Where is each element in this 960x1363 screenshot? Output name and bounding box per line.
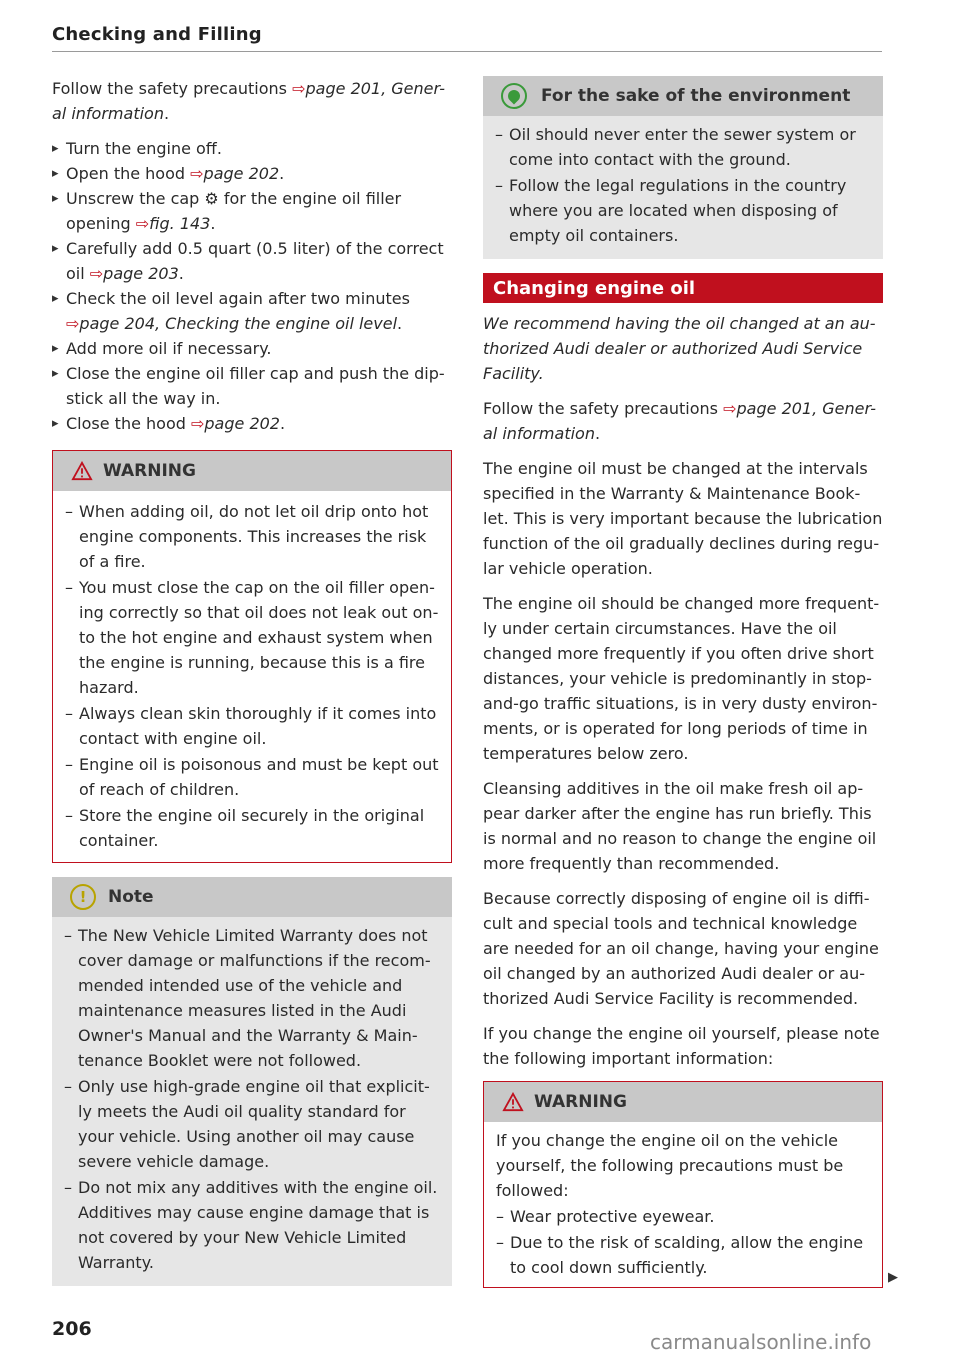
- body-paragraph: If you change the engine oil yourself, please note the following important information:: [483, 1024, 880, 1068]
- warning-item: – Store the engine oil securely in the original container.: [53, 803, 441, 853]
- step-item: ▸ Carefully add 0.5 quart (0.5 liter) of the correct oil ⇨page 203.: [52, 236, 452, 286]
- warning-item: – Due to the risk of scalding, allow the engine to cool down sufficiently.: [484, 1230, 872, 1280]
- cross-ref-link[interactable]: page 201, Gener- al information: [52, 79, 445, 123]
- environment-body: [483, 116, 883, 259]
- section-intro: We recommend having the oil changed at an au- thorized Audi dealer or authorized Audi Service Facility.: [483, 314, 876, 383]
- arrow-right-icon: ⇨: [135, 214, 150, 233]
- arrow-right-icon: ⇨: [190, 414, 205, 433]
- step-list: [52, 136, 452, 436]
- exclamation-circle-icon: !: [70, 884, 96, 910]
- warning-body: [484, 1122, 882, 1287]
- page-header: [52, 24, 882, 52]
- environment-item: – Follow the legal regulations in the country where you are located when disposing of empty oil containers.: [483, 173, 873, 248]
- note-item: – The New Vehicle Limited Warranty does not cover damage or malfunctions if the recom- mended intended use of the vehicle and maintenance measures listed in the Audi Owner's Manual and the Warranty & Main- tenance Booklet were not followed.: [52, 923, 442, 1073]
- cross-ref-link[interactable]: page 203: [103, 264, 179, 283]
- warning-item: – You must close the cap on the oil filler open- ing correctly so that oil does not leak out on- to the hot engine and exhaust system when the engine is running, because this is a fire hazard.: [53, 575, 441, 700]
- arrow-right-icon: ⇨: [190, 164, 204, 183]
- step-item: ▸ Turn the engine off.: [52, 136, 452, 161]
- arrow-right-icon: ⇨: [723, 399, 737, 418]
- continue-arrow-icon: ▶: [888, 1270, 898, 1285]
- cross-ref-link[interactable]: page 201, Gener- al information: [483, 399, 876, 443]
- right-column: [483, 76, 883, 1302]
- step-item: ▸ Open the hood ⇨page 202.: [52, 161, 452, 186]
- warning-box-right: [483, 1081, 883, 1288]
- cross-ref-link[interactable]: page 202: [203, 164, 280, 183]
- environment-header: [483, 76, 883, 116]
- safety-intro: Follow the safety precautions ⇨page 201, Gener- al information.: [52, 79, 445, 123]
- leaf-circle-icon: [501, 83, 527, 109]
- cross-ref-link[interactable]: page 204, Checking the engine oil level: [79, 314, 398, 333]
- warning-header: [484, 1082, 882, 1122]
- warning-title: WARNING: [103, 461, 196, 481]
- chapter-title: Checking and Filling: [52, 24, 262, 45]
- safety-reference: Follow the safety precautions ⇨page 201, Gener- al information.: [483, 399, 876, 443]
- environment-item: – Oil should never enter the sewer system or come into contact with the ground.: [483, 122, 873, 172]
- left-column: [52, 76, 452, 1300]
- watermark: carmanualsonline.info: [650, 1330, 872, 1354]
- warning-triangle-icon: [71, 461, 93, 481]
- warning-item: – Wear protective eyewear.: [484, 1204, 872, 1229]
- warning-intro: If you change the engine oil on the vehicle yourself, the following precautions must be followed:: [496, 1131, 844, 1200]
- warning-triangle-icon: [502, 1092, 524, 1112]
- step-item: ▸ Close the engine oil filler cap and push the dip- stick all the way in.: [52, 361, 452, 411]
- environment-title: For the sake of the environment: [541, 86, 851, 106]
- arrow-right-icon: ⇨: [89, 264, 104, 283]
- note-item: – Do not mix any additives with the engine oil. Additives may cause engine damage that is not covered by your New Vehicle Limited Warranty.: [52, 1175, 442, 1275]
- step-item: ▸ Add more oil if necessary.: [52, 336, 452, 361]
- step-item: ▸ Unscrew the cap ⚙ for the engine oil filler opening ⇨fig. 143.: [52, 186, 452, 236]
- warning-header: [53, 451, 451, 491]
- cross-ref-link[interactable]: fig. 143: [149, 214, 211, 233]
- arrow-right-icon: ⇨: [292, 79, 306, 98]
- warning-title: WARNING: [534, 1092, 627, 1112]
- warning-item: – When adding oil, do not let oil drip onto hot engine components. This increases the risk of a fire.: [53, 499, 441, 574]
- warning-box: [52, 450, 452, 863]
- step-item: ▸ Check the oil level again after two minutes ⇨page 204, Checking the engine oil level.: [52, 286, 452, 336]
- section-title: Changing engine oil: [483, 273, 883, 303]
- body-paragraph: The engine oil should be changed more frequent- ly under certain circumstances. Have the oil changed more frequently if you often drive short distances, your vehicle is predominantly in stop- and-go traffic situations, is in very dusty environ- ments, or is operated for long periods of time in temperatures below zero.: [483, 594, 880, 763]
- warning-item: – Engine oil is poisonous and must be kept out of reach of children.: [53, 752, 441, 802]
- note-header: [52, 877, 452, 917]
- cross-ref-link[interactable]: page 202: [204, 414, 280, 433]
- environment-box: [483, 76, 883, 259]
- warning-body: [53, 491, 451, 862]
- body-paragraph: Because correctly disposing of engine oil is diffi- cult and special tools and technical knowledge are needed for an oil change, having your engine oil changed by an authorized Audi dealer or au- thorized Audi Service Facility is recommended.: [483, 889, 879, 1008]
- note-body: [52, 917, 452, 1286]
- step-item: ▸ Close the hood ⇨page 202.: [52, 411, 452, 436]
- note-title: Note: [108, 887, 154, 907]
- page-number: 206: [52, 1318, 92, 1340]
- arrow-right-icon: ⇨: [66, 314, 80, 333]
- body-paragraph: The engine oil must be changed at the intervals specified in the Warranty & Maintenance Book- let. This is very important because the lubrication function of the oil gradually declines during regu- lar vehicle operation.: [483, 459, 883, 578]
- note-box: [52, 877, 452, 1286]
- body-paragraph: Cleansing additives in the oil make fresh oil ap- pear darker after the engine has run briefly. This is normal and no reason to change the engine oil more frequently than recommended.: [483, 779, 877, 873]
- warning-item: – Always clean skin thoroughly if it comes into contact with engine oil.: [53, 701, 441, 751]
- note-item: – Only use high-grade engine oil that explicit- ly meets the Audi oil quality standard for your vehicle. Using another oil may cause severe vehicle damage.: [52, 1074, 442, 1174]
